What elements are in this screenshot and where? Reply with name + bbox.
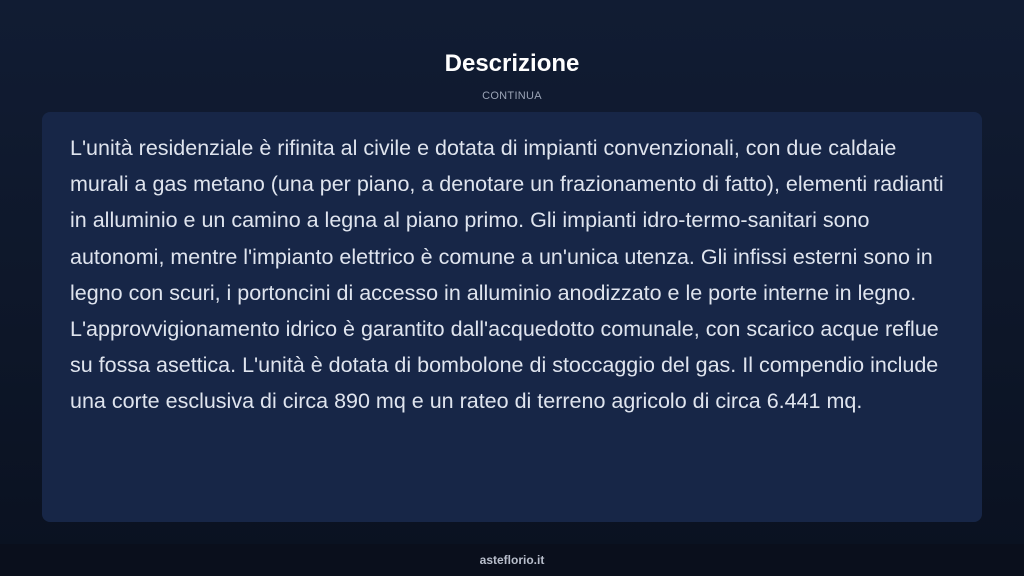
- page-title: Descrizione: [444, 50, 580, 77]
- description-card: [42, 112, 982, 522]
- continue-link[interactable]: CONTINUA: [482, 90, 542, 102]
- footer-brand-link[interactable]: asteflorio.it: [479, 553, 545, 567]
- footer: [0, 544, 1024, 576]
- description-text: L'unità residenziale è rifinita al civile e dotata di impianti convenzionali, con due caldaie murali a gas metano (una per piano, a denotare un frazionamento di fatto), elementi radianti in alluminio e un camino a legna al piano primo. Gli impianti idro-termo-sanitari sono autonomi, mentre l'impianto elettrico è comune a un'unica utenza. Gli infissi esterni sono in legno con scuri, i portoncini di accesso in alluminio anodizzato e le porte interne in legno. L'approvvigionamento idrico è garantito dall'acquedotto comunale, con scarico acque reflue su fossa asettica. L'unità è dotata di bombolone di stoccaggio del gas. Il compendio include una corte esclusiva di circa 890 mq e un rateo di terreno agricolo di circa 6.441 mq.: [70, 136, 944, 414]
